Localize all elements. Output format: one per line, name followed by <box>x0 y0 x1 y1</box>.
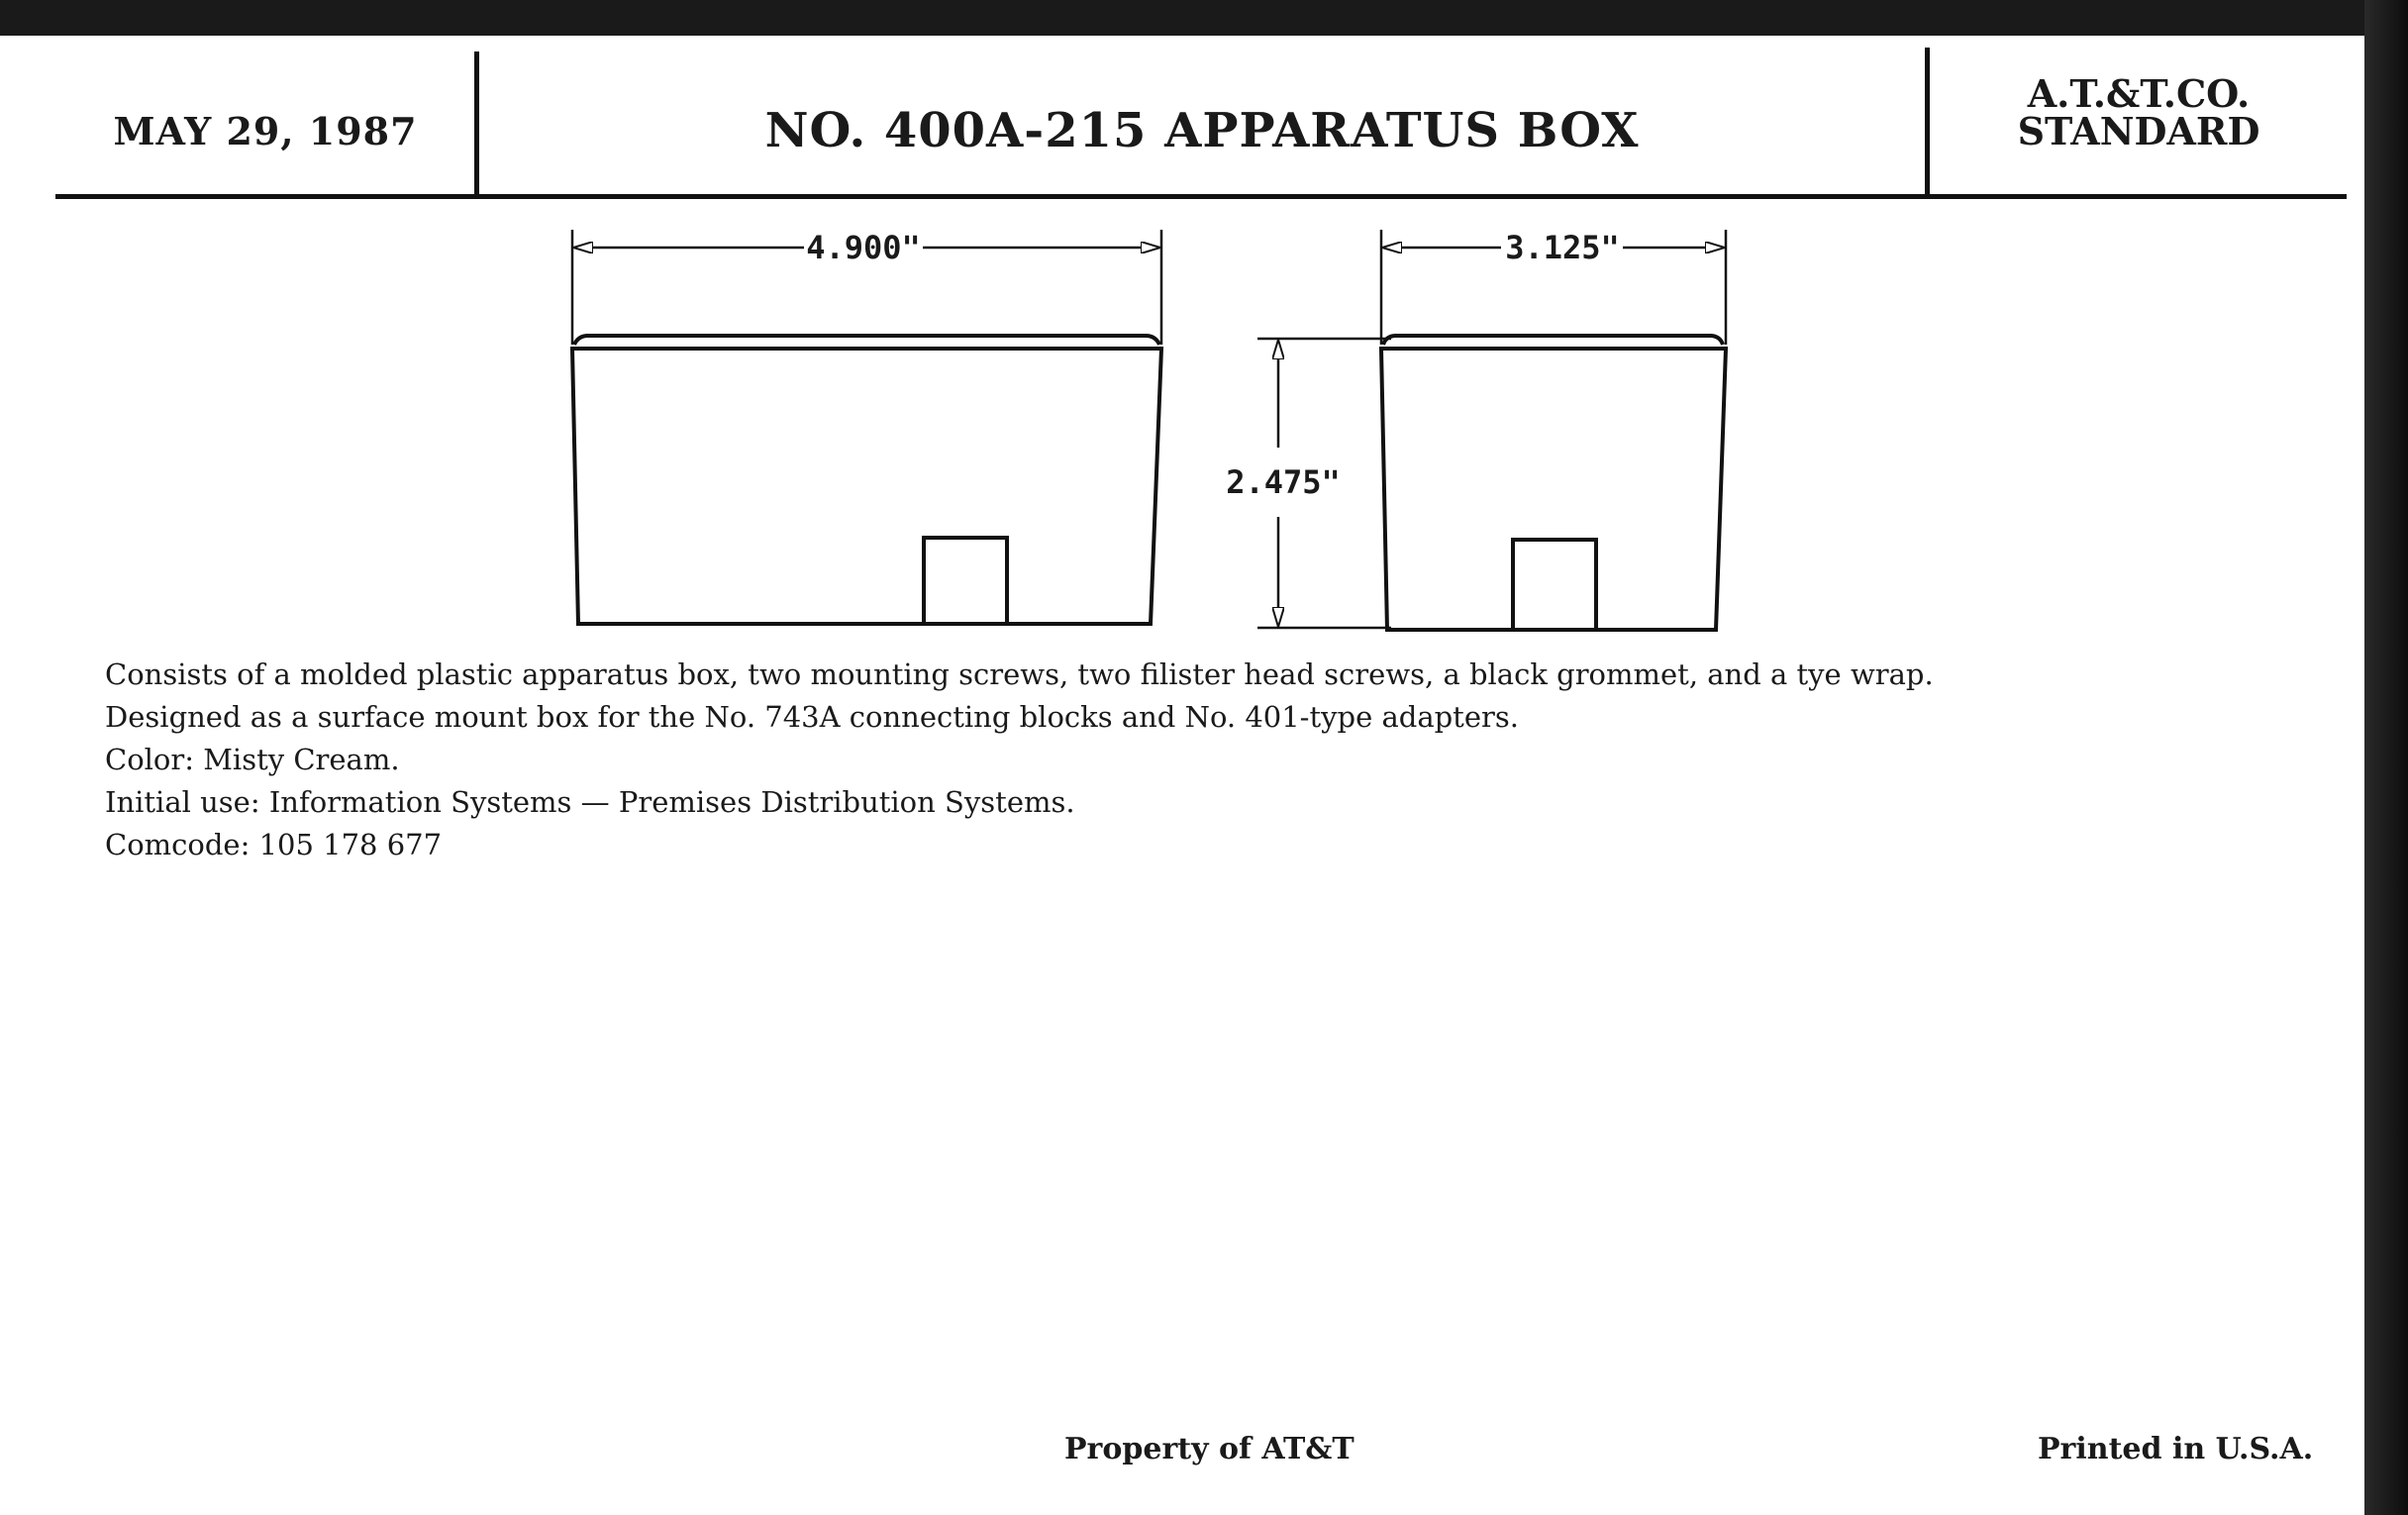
apparatus-box-drawing <box>0 0 2408 693</box>
front-view <box>572 230 1161 624</box>
initial-use-line: Initial use: Information Systems — Premises Distribution Systems. <box>105 785 1075 819</box>
footer-printed: Printed in U.S.A. <box>2038 1432 2314 1466</box>
side-view <box>1381 230 1726 630</box>
description-line: Designed as a surface mount box for the No. 743A connecting blocks and No. 401-type adapters. <box>105 700 1519 734</box>
front-width-label: 4.900" <box>806 229 921 266</box>
header-standard-line1: A.T.&T.CO. <box>2027 71 2251 116</box>
height-label: 2.475" <box>1226 463 1341 501</box>
description <box>105 654 1986 866</box>
footer-property: Property of AT&T <box>1064 1432 1354 1466</box>
side-width-label: 3.125" <box>1505 229 1620 266</box>
description-line: Consists of a molded plastic apparatus box, two mounting screws, two filister head screws, a black grommet, and a tye wrap. <box>105 657 1934 691</box>
page-title: NO. 400A-215 APPARATUS BOX <box>764 103 1640 158</box>
comcode-line: Comcode: 105 178 677 <box>105 828 443 861</box>
header-date: MAY 29, 1987 <box>113 109 418 153</box>
color-line: Color: Misty Cream. <box>105 743 400 776</box>
header-standard-line2: STANDARD <box>2017 109 2260 153</box>
